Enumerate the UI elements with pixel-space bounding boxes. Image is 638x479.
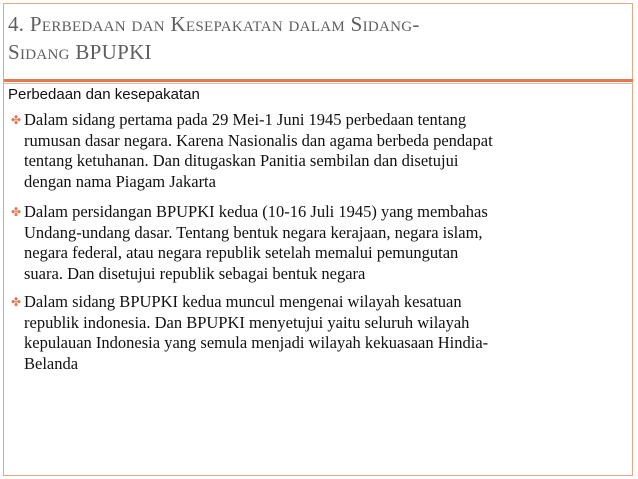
bullet-text-line: suara. Dan disetujui republik sebagai bentuk negara (24, 263, 366, 283)
bullet-item (8, 292, 628, 374)
section-heading: Perbedaan dan kesepakatan (8, 86, 200, 103)
bullet-text-line: tentang ketuhanan. Dan ditugaskan Panitia sembilan dan disetujui (24, 151, 459, 170)
four-petal-bullet-icon: ✤ (11, 205, 22, 219)
bullet-item (8, 202, 628, 284)
bullet-text-line: rumusan dasar negara. Karena Nasionalis dan agama berbeda pendapat (24, 130, 493, 150)
bullet-text-line: republik indonesia. Dan BPUPKI menyetujui yaitu seluruh wilayah (24, 312, 470, 332)
four-petal-bullet-icon: ✤ (11, 295, 22, 309)
bullet-text-line: Dalam sidang pertama pada 29 Mei-1 Juni 1945 perbedaan tentang (24, 110, 467, 129)
slide-title (8, 10, 628, 66)
title-divider-thin (4, 83, 633, 84)
slide-title-line: 4. Perbedaan dan Kesepakatan dalam Sidang- (8, 12, 420, 36)
bullet-item (8, 110, 628, 192)
bullet-text-line: Belanda (24, 353, 79, 373)
title-divider (4, 79, 633, 82)
bullet-text-line: kepulauan Indonesia yang semula menjadi wilayah kekuasaan Hindia- (24, 333, 489, 352)
bullet-text-line: dengan nama Piagam Jakarta (24, 171, 216, 191)
bullet-text-line: Undang-undang dasar. Tentang bentuk negara kerajaan, negara islam, (24, 222, 483, 242)
slide-title-line: Sidang BPUPKI (8, 40, 152, 64)
four-petal-bullet-icon: ✤ (11, 113, 22, 127)
bullet-text-line: Dalam sidang BPUPKI kedua muncul mengenai wilayah kesatuan (24, 292, 462, 311)
bullet-text-line: Dalam persidangan BPUPKI kedua (10-16 Juli 1945) yang membahas (24, 202, 488, 221)
bullet-text-line: negara federal, atau negara republik setelah memalui pemungutan (24, 243, 459, 262)
